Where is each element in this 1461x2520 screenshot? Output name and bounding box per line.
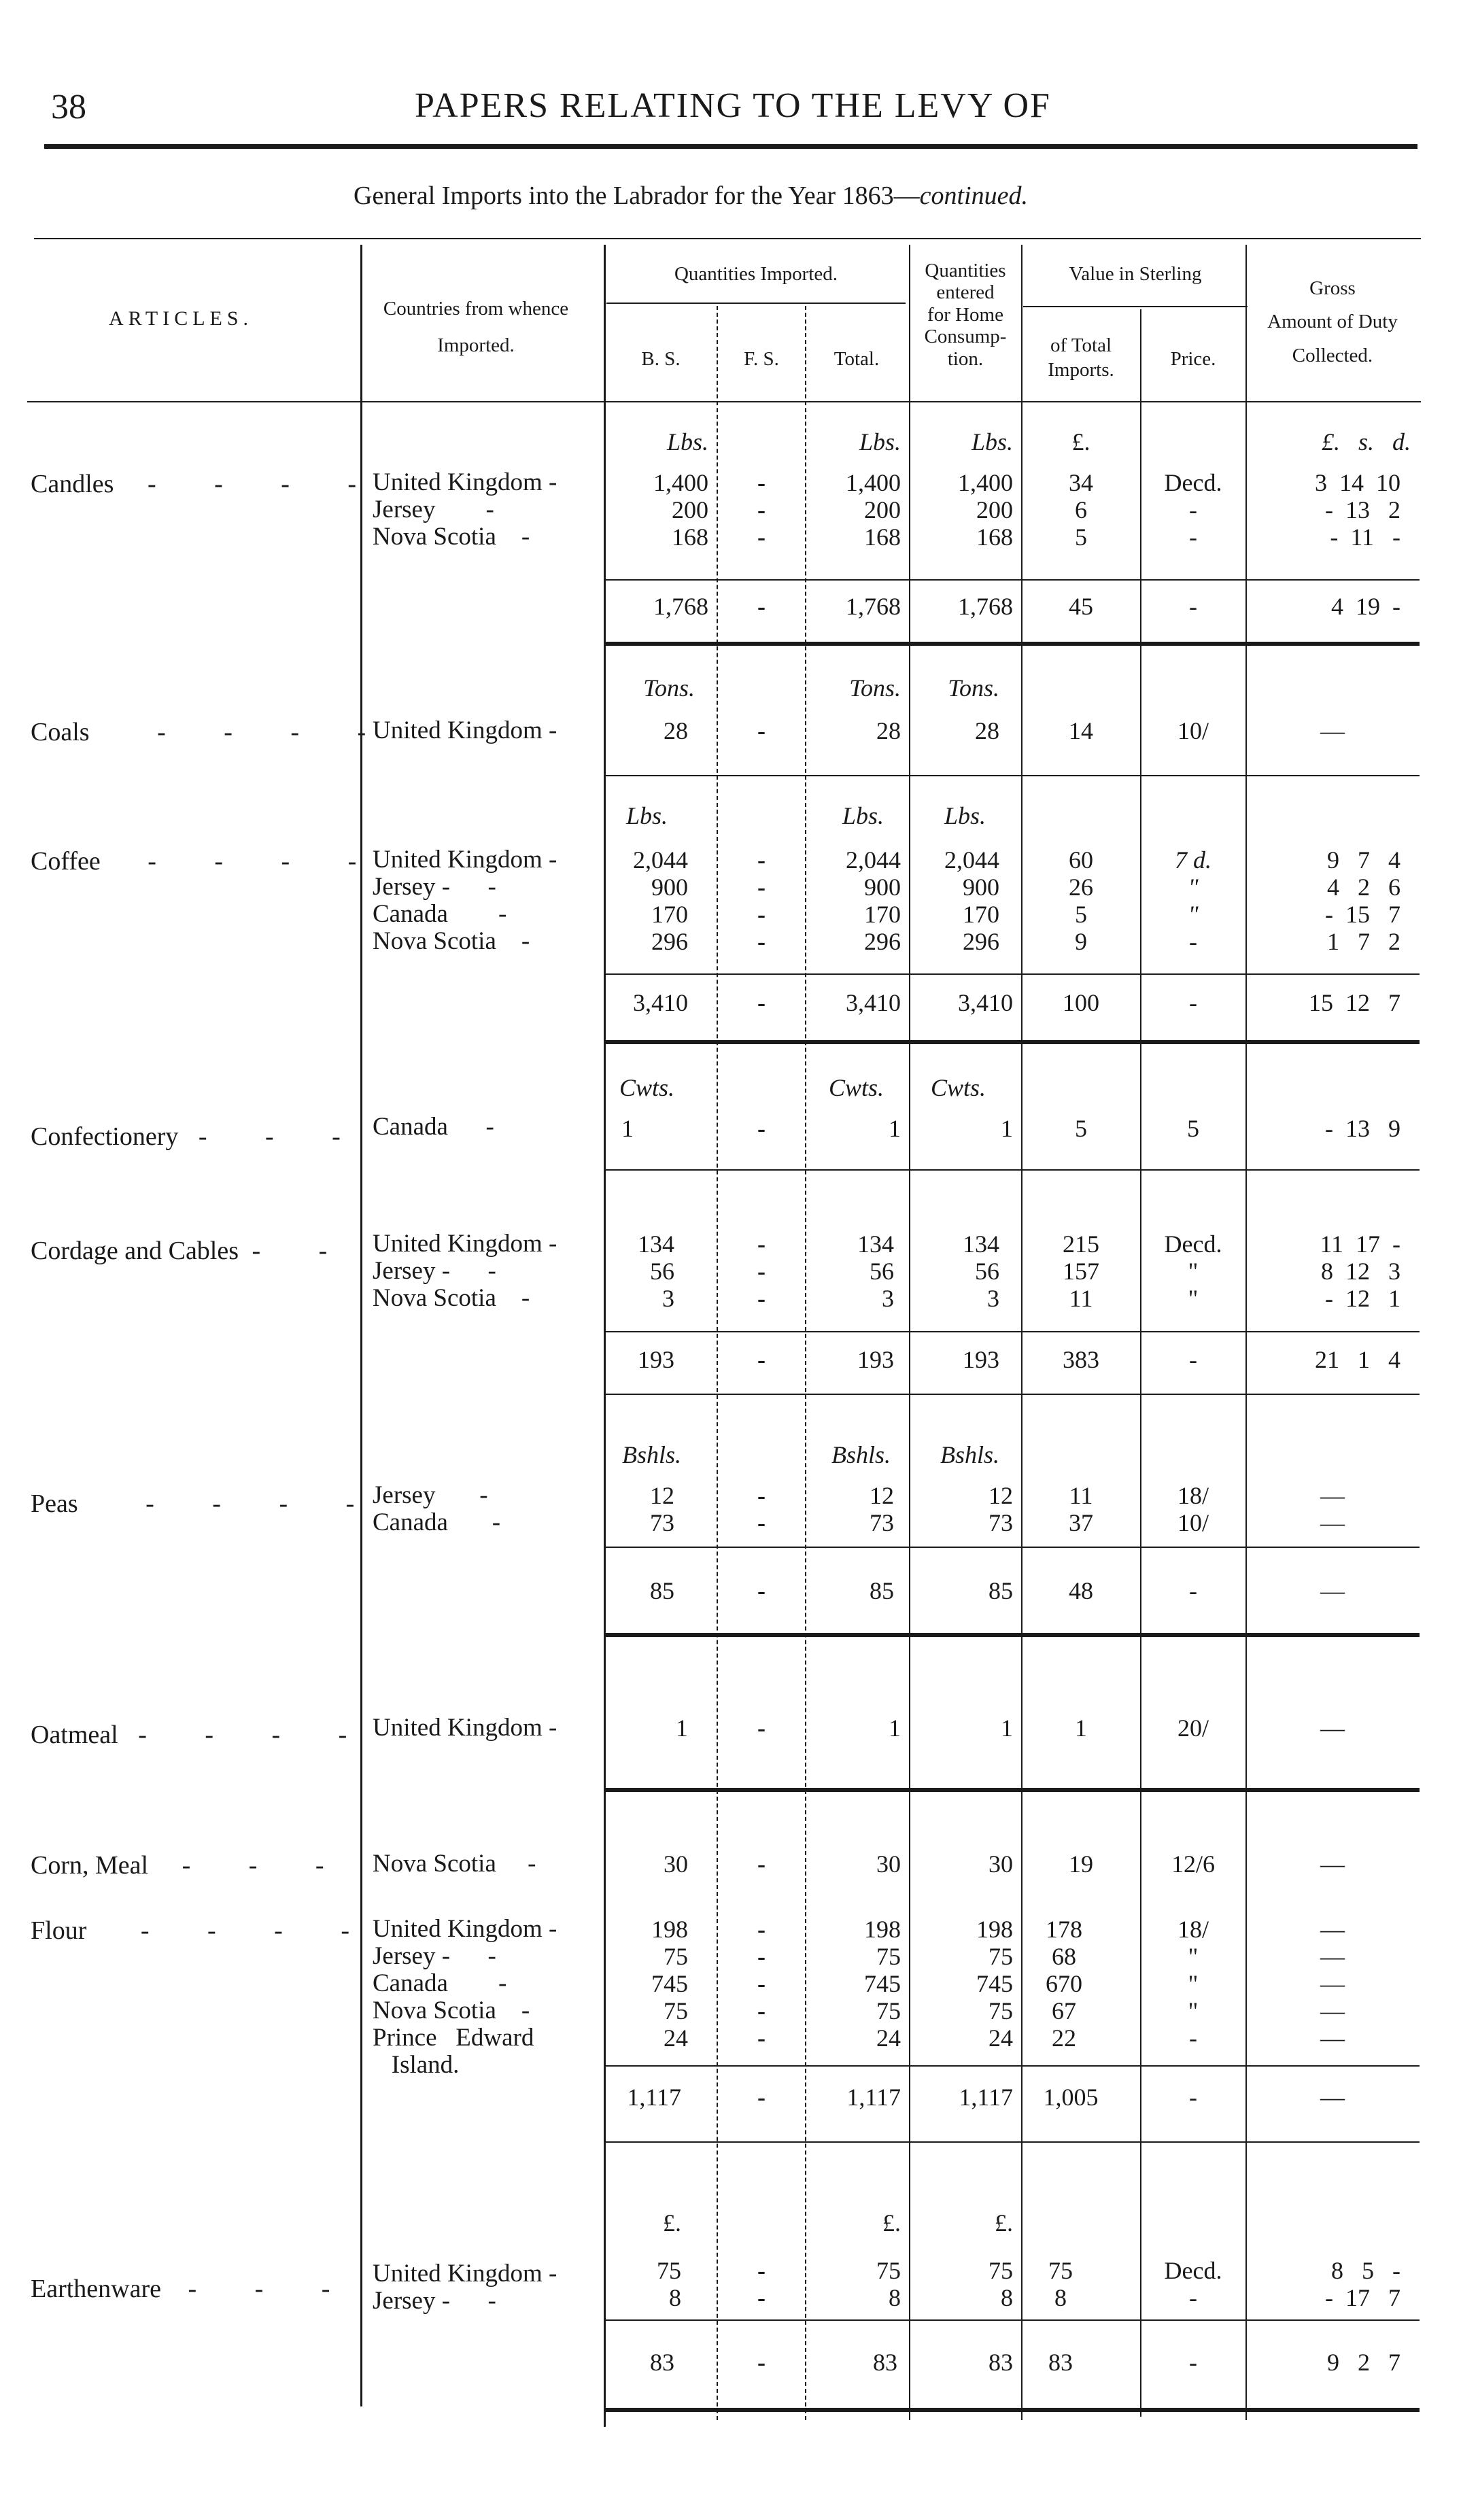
coffee-sum-price: - <box>1189 989 1197 1016</box>
corn-duty: — <box>1320 1850 1345 1878</box>
earthenware-sum-value: 83 <box>1048 2349 1073 2376</box>
earthenware-sum-bs: 83 <box>650 2349 674 2376</box>
confectionery-article: Confectionery - - - <box>31 1122 366 1151</box>
corn-fs: - <box>757 1850 766 1878</box>
col-header-articles: ARTICLES. <box>109 307 254 330</box>
col-header-of-total <box>1023 333 1139 383</box>
coffee-home: 2,044 900 170 296 <box>944 846 999 955</box>
gross-line3: Collected. <box>1292 344 1373 366</box>
confectionery-unit-bs: Cwts. <box>619 1074 674 1101</box>
earthenware-sum-fs: - <box>757 2349 766 2376</box>
oatmeal-home: 1 <box>1001 1714 1013 1742</box>
peas-value: 11 37 <box>1069 1482 1093 1536</box>
heading-rule <box>44 144 1417 149</box>
confectionery-unit-home: Cwts. <box>930 1074 986 1101</box>
confectionery-home: 1 <box>1001 1115 1013 1142</box>
peas-end-rule <box>604 1633 1420 1637</box>
earthenware-price: Decd. - <box>1164 2257 1222 2311</box>
cordage-sum-fs: - <box>757 1346 766 1373</box>
home-line3: for Home <box>927 303 1003 326</box>
confectionery-total: 1 <box>889 1115 901 1142</box>
coffee-sum-total: 3,410 <box>846 989 901 1016</box>
cordage-bs: 134 56 3 <box>638 1230 674 1312</box>
candles-duty-unit: £. s. d. <box>1321 428 1411 455</box>
coffee-duty: 9 7 4 4 2 6 - 15 7 1 7 2 <box>1325 846 1400 955</box>
coals-unit-bs: Tons. <box>643 674 695 702</box>
earthenware-unit-total: £. <box>882 2209 901 2237</box>
candles-sum-value: 45 <box>1069 593 1093 620</box>
candles-value-unit: £. <box>1071 428 1090 455</box>
corn-price: 12/6 <box>1171 1850 1215 1878</box>
peas-sum-price: - <box>1189 1577 1197 1604</box>
page-number: 38 <box>51 88 86 126</box>
col-header-value-sterling: Value in Sterling <box>1069 263 1202 285</box>
coffee-sum-bs: 3,410 <box>633 989 688 1016</box>
peas-bs: 12 73 <box>650 1482 674 1536</box>
cordage-sum-rule <box>604 1331 1420 1332</box>
flour-price: 18/ " " " - <box>1177 1916 1209 2052</box>
earthenware-bs: 75 8 <box>657 2257 681 2311</box>
flour-article: Flour - - - - <box>31 1916 375 1945</box>
oatmeal-total: 1 <box>889 1714 901 1742</box>
running-title: PAPERS RELATING TO THE LEVY OF <box>415 86 1051 125</box>
confectionery-value: 5 <box>1075 1115 1087 1142</box>
coffee-unit-bs: Lbs. <box>625 802 668 829</box>
coffee-sum-fs: - <box>757 989 766 1016</box>
earthenware-total: 75 8 <box>876 2257 901 2311</box>
peas-unit-bs: Bshls. <box>621 1441 681 1468</box>
of-total-line1: of Total <box>1050 334 1112 356</box>
peas-sum-duty: — <box>1320 1577 1345 1604</box>
candles-countries: United Kingdom - Jersey - Nova Scotia - <box>373 468 557 551</box>
coals-value: 14 <box>1069 717 1093 744</box>
earthenware-sum-total: 83 <box>873 2349 897 2376</box>
candles-value: 34 6 5 <box>1069 469 1093 551</box>
coals-total: 28 <box>876 717 901 744</box>
flour-duty: — — — — — <box>1320 1916 1345 2052</box>
flour-sum-duty: — <box>1320 2084 1345 2111</box>
coffee-end-rule <box>604 1040 1420 1044</box>
earthenware-unit-bs: £. <box>663 2209 681 2237</box>
cordage-countries: United Kingdom - Jersey - - Nova Scotia - <box>373 1230 557 1312</box>
flour-sum-rule <box>604 2065 1420 2067</box>
coals-home: 28 <box>975 717 999 744</box>
cordage-sum-bs: 193 <box>638 1346 674 1373</box>
coffee-sum-value: 100 <box>1063 989 1099 1016</box>
home-line4: Consump- <box>924 326 1007 348</box>
oatmeal-duty: — <box>1320 1714 1345 1742</box>
flour-value: 178 68 670 67 22 <box>1046 1916 1082 2052</box>
oatmeal-end-rule <box>604 1788 1420 1792</box>
countries-line2: Imported. <box>437 334 515 357</box>
gross-line1: Gross <box>1309 277 1356 299</box>
col-header-countries <box>367 296 585 358</box>
divider-total <box>909 245 910 2420</box>
cordage-sum-value: 383 <box>1063 1346 1099 1373</box>
peas-price: 18/ 10/ <box>1177 1482 1209 1536</box>
peas-sum-home: 85 <box>989 1577 1013 1604</box>
confectionery-countries: Canada - <box>373 1113 494 1141</box>
divider-home <box>1021 245 1022 2420</box>
earthenware-home: 75 8 <box>989 2257 1013 2311</box>
peas-unit-home: Bshls. <box>940 1441 999 1468</box>
col-header-fs: F. S. <box>744 348 779 370</box>
caption-main: General Imports into the Labrador for the Year 1863— <box>354 182 920 210</box>
candles-unit-bs: Lbs. <box>666 428 708 455</box>
col-header-price: Price. <box>1170 348 1216 370</box>
flour-sum-price: - <box>1189 2084 1197 2111</box>
flour-sum-total: 1,117 <box>846 2084 901 2111</box>
peas-sum-rule <box>604 1547 1420 1548</box>
candles-total: 1,400 200 168 <box>846 469 901 551</box>
oatmeal-fs: - <box>757 1714 766 1742</box>
col-header-gross <box>1248 272 1417 373</box>
candles-sum-bs: 1,768 <box>653 593 708 620</box>
peas-sum-total: 85 <box>870 1577 894 1604</box>
divider-countries <box>604 245 606 2427</box>
candles-sum-fs: - <box>757 593 766 620</box>
coffee-price: 7 d. " " - <box>1175 846 1211 955</box>
coffee-article: Coffee - - - - <box>31 847 383 876</box>
cordage-home: 134 56 3 <box>963 1230 999 1312</box>
coffee-sum-home: 3,410 <box>958 989 1013 1016</box>
table-bottom-rule <box>604 2408 1420 2412</box>
peas-unit-total: Bshls. <box>831 1441 891 1468</box>
earthenware-sum-price: - <box>1189 2349 1197 2376</box>
peas-sum-bs: 85 <box>650 1577 674 1604</box>
candles-duty: 3 14 10 - 13 2 - 11 - <box>1315 469 1400 551</box>
candles-sum-home: 1,768 <box>958 593 1013 620</box>
candles-price: Decd. - - <box>1164 469 1222 551</box>
col-header-home <box>911 260 1020 370</box>
coffee-sum-rule <box>604 973 1420 975</box>
table-caption <box>354 181 1028 211</box>
corn-article: Corn, Meal - - - <box>31 1851 350 1880</box>
candles-home: 1,400 200 168 <box>958 469 1013 551</box>
coals-fs: - <box>757 717 766 744</box>
home-line5: tion. <box>947 347 984 370</box>
peas-countries: Jersey - Canada - <box>373 1481 501 1536</box>
coals-price: 10/ <box>1177 717 1209 744</box>
divider-value <box>1140 309 1141 2417</box>
earthenware-unit-home: £. <box>995 2209 1013 2237</box>
peas-fs: - - <box>757 1482 766 1536</box>
flour-sum-home: 1,117 <box>959 2084 1013 2111</box>
earthenware-sum-duty: 9 2 7 <box>1327 2349 1400 2376</box>
of-total-line2: Imports. <box>1048 359 1114 381</box>
earthenware-fs: - - <box>757 2257 766 2311</box>
candles-fs: - - - <box>757 469 766 551</box>
candles-sum-rule <box>604 579 1420 581</box>
cordage-end-rule <box>604 1394 1420 1395</box>
earthenware-sum-home: 83 <box>989 2349 1013 2376</box>
table-top-rule <box>34 238 1421 239</box>
oatmeal-price: 20/ <box>1177 1714 1209 1742</box>
cordage-duty: 11 17 - 8 12 3 - 12 1 <box>1320 1230 1400 1312</box>
coals-duty: — <box>1320 717 1345 744</box>
earthenware-sum-rule <box>604 2319 1420 2321</box>
coffee-countries: United Kingdom - Jersey - - Canada - Nova Scotia - <box>373 846 557 955</box>
home-line2: entered <box>936 281 995 304</box>
peas-sum-value: 48 <box>1069 1577 1093 1604</box>
candles-end-rule <box>604 642 1420 646</box>
col-header-bs: B. S. <box>641 348 681 370</box>
gross-line2: Amount of Duty <box>1267 311 1398 333</box>
earthenware-article: Earthenware - - - <box>31 2275 356 2303</box>
header-bottom-rule <box>27 401 1421 402</box>
confectionery-price: 5 <box>1187 1115 1199 1142</box>
candles-unit-home: Lbs. <box>971 428 1013 455</box>
corn-home: 30 <box>989 1850 1013 1878</box>
divider-articles <box>360 245 362 2406</box>
coffee-fs: - - - - <box>757 846 766 955</box>
cordage-sum-duty: 21 1 4 <box>1315 1346 1400 1373</box>
peas-article: Peas - - - - <box>31 1489 381 1518</box>
corn-total: 30 <box>876 1850 901 1878</box>
peas-duty: — — <box>1320 1482 1345 1536</box>
candles-article: Candles - - - - <box>31 470 383 498</box>
earthenware-value: 75 8 <box>1048 2257 1073 2311</box>
peas-total: 12 73 <box>870 1482 894 1536</box>
coffee-total: 2,044 900 170 296 <box>846 846 901 955</box>
flour-fs: - - - - - <box>757 1916 766 2052</box>
coals-unit-total: Tons. <box>849 674 901 702</box>
confectionery-fs: - <box>757 1115 766 1142</box>
flour-home: 198 75 745 75 24 <box>976 1916 1013 2052</box>
coffee-sum-duty: 15 12 7 <box>1309 989 1400 1016</box>
flour-sum-bs: 1,117 <box>627 2084 681 2111</box>
confectionery-end-rule <box>604 1169 1420 1171</box>
coffee-unit-total: Lbs. <box>842 802 884 829</box>
cordage-price: Decd. " " <box>1164 1230 1222 1312</box>
cordage-value: 215 157 11 <box>1063 1230 1099 1312</box>
quantities-sub-rule <box>606 303 906 304</box>
coals-unit-home: Tons. <box>948 674 999 702</box>
corn-bs: 30 <box>664 1850 688 1878</box>
cordage-total: 134 56 3 <box>857 1230 894 1312</box>
cordage-sum-total: 193 <box>857 1346 894 1373</box>
cordage-sum-home: 193 <box>963 1346 999 1373</box>
coffee-unit-home: Lbs. <box>944 802 986 829</box>
coffee-value: 60 26 5 9 <box>1069 846 1093 955</box>
cordage-sum-price: - <box>1189 1346 1197 1373</box>
cordage-fs: - - - <box>757 1230 766 1312</box>
countries-line1: Countries from whence <box>383 298 569 320</box>
value-sub-rule <box>1023 306 1248 307</box>
coals-bs: 28 <box>664 717 688 744</box>
candles-sum-total: 1,768 <box>846 593 901 620</box>
divider-price <box>1245 245 1247 2420</box>
home-line1: Quantities <box>925 260 1006 281</box>
flour-sum-fs: - <box>757 2084 766 2111</box>
oatmeal-countries: United Kingdom - <box>373 1714 557 1742</box>
flour-countries: United Kingdom - Jersey - - Canada - Nova Scotia - Prince Edward Island. <box>373 1915 557 2079</box>
candles-bs: 1,400 200 168 <box>653 469 708 551</box>
oatmeal-bs: 1 <box>676 1714 688 1742</box>
coals-end-rule <box>604 775 1420 776</box>
peas-home: 12 73 <box>989 1482 1013 1536</box>
coffee-bs: 2,044 900 170 296 <box>633 846 688 955</box>
flour-total: 198 75 745 75 24 <box>864 1916 901 2052</box>
confectionery-bs: 1 <box>621 1115 634 1142</box>
col-header-quantities: Quantities Imported. <box>674 263 838 285</box>
flour-sum-value: 1,005 <box>1043 2084 1099 2111</box>
oatmeal-article: Oatmeal - - - - <box>31 1721 373 1749</box>
confectionery-duty: - 13 9 <box>1325 1115 1400 1142</box>
candles-sum-price: - <box>1189 593 1197 620</box>
corn-countries: Nova Scotia - <box>373 1850 536 1878</box>
confectionery-unit-total: Cwts. <box>828 1074 884 1101</box>
earthenware-countries: United Kingdom - Jersey - - <box>373 2260 557 2315</box>
earthenware-duty: 8 5 - - 17 7 <box>1325 2257 1400 2311</box>
corn-value: 19 <box>1069 1850 1093 1878</box>
col-header-total: Total. <box>833 348 880 370</box>
oatmeal-value: 1 <box>1075 1714 1087 1742</box>
peas-sum-fs: - <box>757 1577 766 1604</box>
flour-end-rule <box>604 2141 1420 2143</box>
candles-unit-total: Lbs. <box>859 428 901 455</box>
coals-countries: United Kingdom - <box>373 717 557 744</box>
coals-article: Coals - - - - <box>31 718 392 746</box>
cordage-article: Cordage and Cables - - <box>31 1237 354 1265</box>
flour-bs: 198 75 745 75 24 <box>651 1916 688 2052</box>
caption-italic: continued. <box>919 182 1028 210</box>
candles-sum-duty: 4 19 - <box>1331 593 1400 620</box>
